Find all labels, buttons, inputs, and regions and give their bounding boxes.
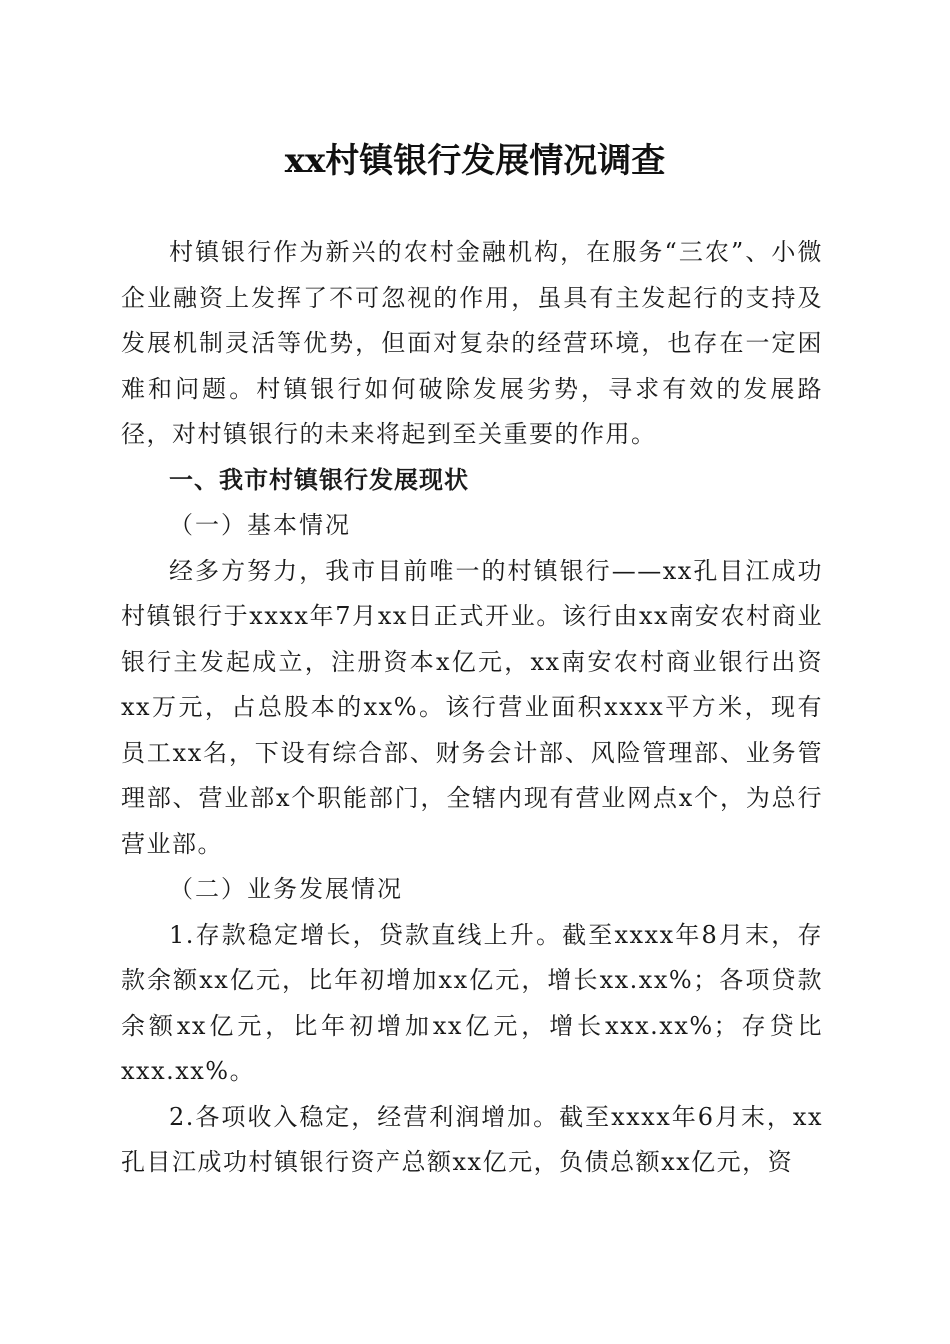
section-heading-current-status: 一、我市村镇银行发展现状 <box>169 465 469 494</box>
deposits-loans-paragraph: 1.存款稳定增长，贷款直线上升。截至xxxx年8月末，存款余额xx亿元，比年初增加xx亿元，增长xx.xx%；各项贷款余额xx亿元，比年初增加xx亿元，增长xxx.xx%；存贷比xxx.xx%。 <box>121 920 823 1085</box>
income-profit-paragraph: 2.各项收入稳定，经营利润增加。截至xxxx年6月末，xx孔目江成功村镇银行资产总额xx亿元，负债总额xx亿元，资 <box>121 1102 823 1176</box>
document-body <box>121 230 823 1186</box>
basic-info-paragraph: 经多方努力，我市目前唯一的村镇银行——xx孔目江成功村镇银行于xxxx年7月xx日正式开业。该行由xx南安农村商业银行主发起成立，注册资本x亿元，xx南安农村商业银行出资xx万元，占总股本的xx%。该行营业面积xxxx平方米，现有员工xx名，下设有综合部、财务会计部、风险管理部、业务管理部、营业部x个职能部门，全辖内现有营业网点x个，为总行营业部。 <box>121 556 823 858</box>
intro-paragraph: 村镇银行作为新兴的农村金融机构，在服务“三农”、小微企业融资上发挥了不可忽视的作用，虽具有主发起行的支持及发展机制灵活等优势，但面对复杂的经营环境，也存在一定困难和问题。村镇银行如何破除发展劣势，寻求有效的发展路径，对村镇银行的未来将起到至关重要的作用。 <box>121 238 823 448</box>
document-title: xx村镇银行发展情况调查 <box>284 141 666 181</box>
subsection-heading-business-development: （二）业务发展情况 <box>169 875 403 903</box>
subsection-heading-basic-info: （一）基本情况 <box>169 511 351 539</box>
